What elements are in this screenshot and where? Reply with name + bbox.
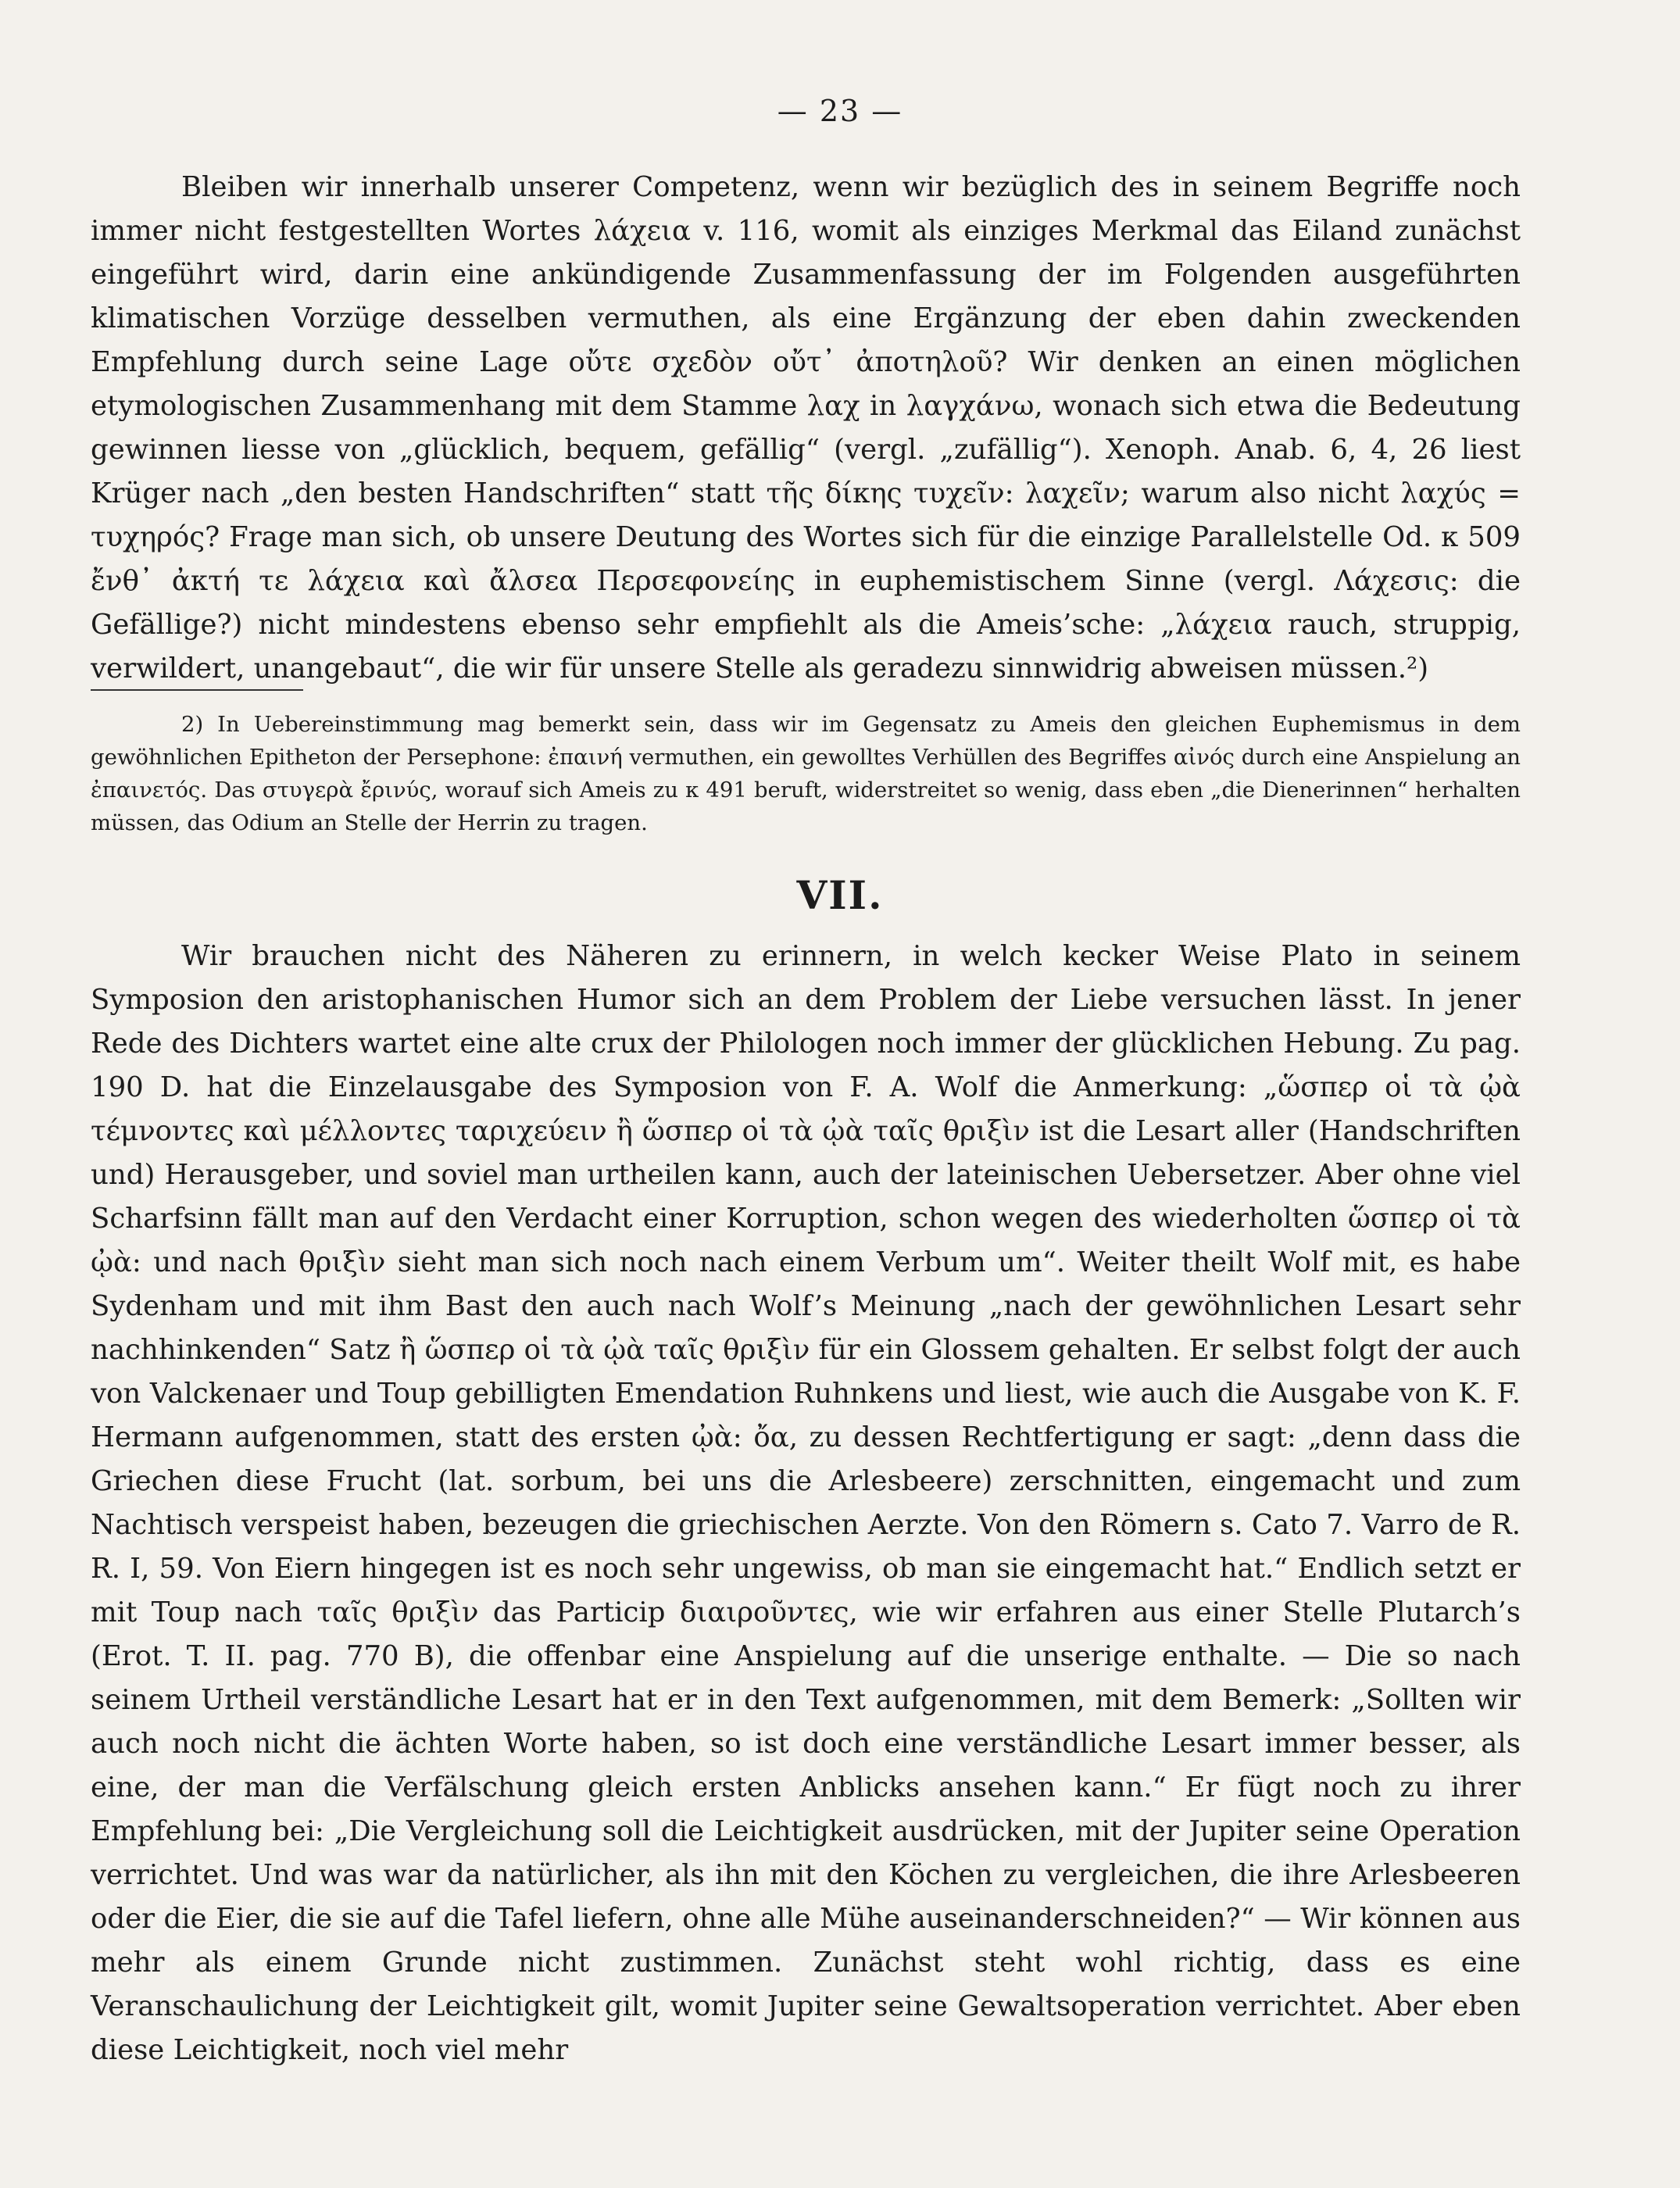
paragraph-laxeia [91,166,1521,691]
footnote-text: 2) In Uebereinstimmung mag bemerkt sein, dass wir im Gegensatz zu Ameis den gleichen Euphemismus in dem gewöhnlichen Epitheton der Persephone: ἐπαινή vermuthen, ein gewolltes Verhüllen des Begriffes αἰνός durch eine Anspielung an ἐπαινετός. Das στυγερὰ ἔρινύς, worauf sich Ameis zu κ 491 beruft, widerstreitet so wenig, dass eben „die Dienerinnen“ herhalten müssen, das Odium an Stelle der Herrin zu tragen. [91,712,1521,835]
section-heading: VII. [796,872,884,918]
paragraph-1-text: Bleiben wir innerhalb unserer Competenz, wenn wir bezüglich des in seinem Begriffe noch immer nicht festgestellten Wortes λάχεια v. 116, womit als einziges Merkmal das Eiland zunächst eingeführt wird, darin eine ankündigende Zusammenfassung der im Folgenden ausgeführten klimatischen Vorzüge desselben vermuthen, als eine Ergänzung der eben dahin zweckenden Empfehlung durch seine Lage οὔτε σχεδὸν οὔτ᾽ ἀποτηλοῦ? Wir denken an einen möglichen etymologischen Zusammenhang mit dem Stamme λαχ in λαγχάνω, wonach sich etwa die Bedeutung gewinnen liesse von „glücklich, bequem, gefällig“ (vergl. „zufällig“). Xenoph. Anab. 6, 4, 26 liest Krüger nach „den besten Handschriften“ statt τῆς δίκης τυχεῖν: λαχεῖν; warum also nicht λαχύς = τυχηρός? Frage man sich, ob unsere Deutung des Wortes sich für die einzige Parallelstelle Od. κ 509 ἔνθ᾽ ἀκτή τε λάχεια καὶ ἄλσεα Περσεφονείης in euphemistischem Sinne (vergl. Λάχεσις: die Gefällige?) nicht mindestens ebenso sehr empfiehlt als die Ameis’sche: „λάχεια rauch, struppig, verwildert, unangebaut“, die wir für unsere Stelle als geradezu sinnwidrig abweisen müssen.²) [91,171,1521,685]
page-number: — 23 — [777,94,903,128]
paragraph-2-text: Wir brauchen nicht des Näheren zu erinnern, in welch kecker Weise Plato in seinem Symposion den aristophanischen Humor sich an dem Problem der Liebe versuchen lässt. In jener Rede des Dichters wartet eine alte crux der Philologen noch immer der glücklichen Hebung. Zu pag. 190 D. hat die Einzelausgabe des Symposion von F. A. Wolf die Anmerkung: „ὥσπερ οἱ τὰ ᾠὰ τέμνοντες καὶ μέλλοντες ταριχεύειν ἢ ὥσπερ οἱ τὰ ᾠὰ ταῖς θριξὶν ist die Lesart aller (Handschriften und) Herausgeber, und soviel man urtheilen kann, auch der lateinischen Uebersetzer. Aber ohne viel Scharfsinn fällt man auf den Verdacht einer Korruption, schon wegen des wiederholten ὥσπερ οἱ τὰ ᾠὰ: und nach θριξὶν sieht man sich noch nach einem Verbum um“. Weiter theilt Wolf mit, es habe Sydenham und mit ihm Bast den auch nach Wolf’s Meinung „nach der gewöhnlichen Lesart sehr nachhinkenden“ Satz ἢ ὥσπερ οἱ τὰ ᾠὰ ταῖς θριξὶν für ein Glossem gehalten. Er selbst folgt der auch von Valckenaer und Toup gebilligten Emendation Ruhnkens und liest, wie auch die Ausgabe von K. F. Hermann aufgenommen, statt des ersten ᾠὰ: ὄα, zu dessen Rechtfertigung er sagt: „denn dass die Griechen diese Frucht (lat. sorbum, bei uns die Arlesbeere) zerschnitten, eingemacht und zum Nachtisch verspeist haben, bezeugen die griechischen Aerzte. Von den Römern s. Cato 7. Varro de R. R. I, 59. Von Eiern hingegen ist es noch sehr ungewiss, ob man sie eingemacht hat.“ Endlich setzt er mit Toup nach ταῖς θριξὶν das Particip διαιροῦντες, wie wir erfahren aus einer Stelle Plutarch’s (Erot. T. II. pag. 770 B), die offenbar eine Anspielung auf die unserige enthalte. — Die so nach seinem Urtheil verständliche Lesart hat er in den Text aufgenommen, mit dem Bemerk: „Sollten wir auch noch nicht die ächten Worte haben, so ist doch eine verständliche Lesart immer besser, als eine, der man die Verfälschung gleich ersten Anblicks ansehen kann.“ Er fügt noch zu ihrer Empfehlung bei: „Die Vergleichung soll die Leichtigkeit ausdrücken, mit der Jupiter seine Operation verrichtet. Und was war da natürlicher, als ihn mit den Köchen zu vergleichen, die ihre Arlesbeeren oder die Eier, die sie auf die Tafel liefern, ohne alle Mühe auseinanderschneiden?“ — Wir können aus mehr als einem Grunde nicht zustimmen. Zunächst steht wohl richtig, dass es eine Veranschaulichung der Leichtigkeit gilt, womit Jupiter seine Gewaltsoperation verrichtet. Aber eben diese Leichtigkeit, noch viel mehr [91,940,1521,2066]
paragraph-symposion [91,935,1521,2072]
footnote-rule [91,689,303,691]
footnote-2 [91,708,1521,839]
